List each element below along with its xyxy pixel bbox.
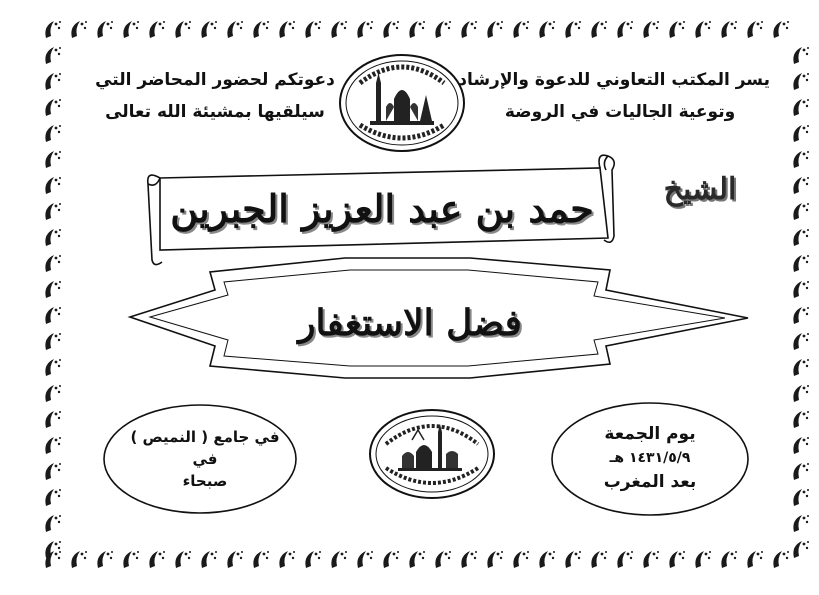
time-info [555, 422, 745, 494]
lecture-day: يوم الجمعة [604, 424, 696, 444]
invitation-line-2: سيلقيها بمشيئة الله تعالى [105, 102, 325, 122]
organizer-line-1: يسر المكتب التعاوني للدعوة والإرشاد [458, 70, 770, 90]
invitation-line-1: دعوتكم لحضور المحاضر التي [95, 70, 335, 90]
mosque-seal-icon [370, 410, 494, 498]
mosque-emblem-icon [340, 55, 464, 151]
organizer-line-2: وتوعية الجاليات في الروضة [504, 102, 736, 122]
mosque-name: في جامع ( النميص ) [130, 428, 280, 446]
organizer-text [458, 64, 770, 128]
lecture-time: بعد المغرب [603, 472, 697, 492]
sheikh-label: الشيخ [663, 172, 737, 207]
lecture-date: ١٤٣١/٥/٩ هـ [609, 450, 691, 466]
place-info [110, 426, 300, 492]
invitation-text [80, 64, 350, 128]
place-preposition: في [192, 450, 218, 468]
sheikh-name: حمد بن عبد العزيز الجبرين [170, 186, 594, 231]
lecture-title: فضل الاستغفار [298, 302, 522, 344]
district-name: صبحاء [182, 472, 228, 490]
